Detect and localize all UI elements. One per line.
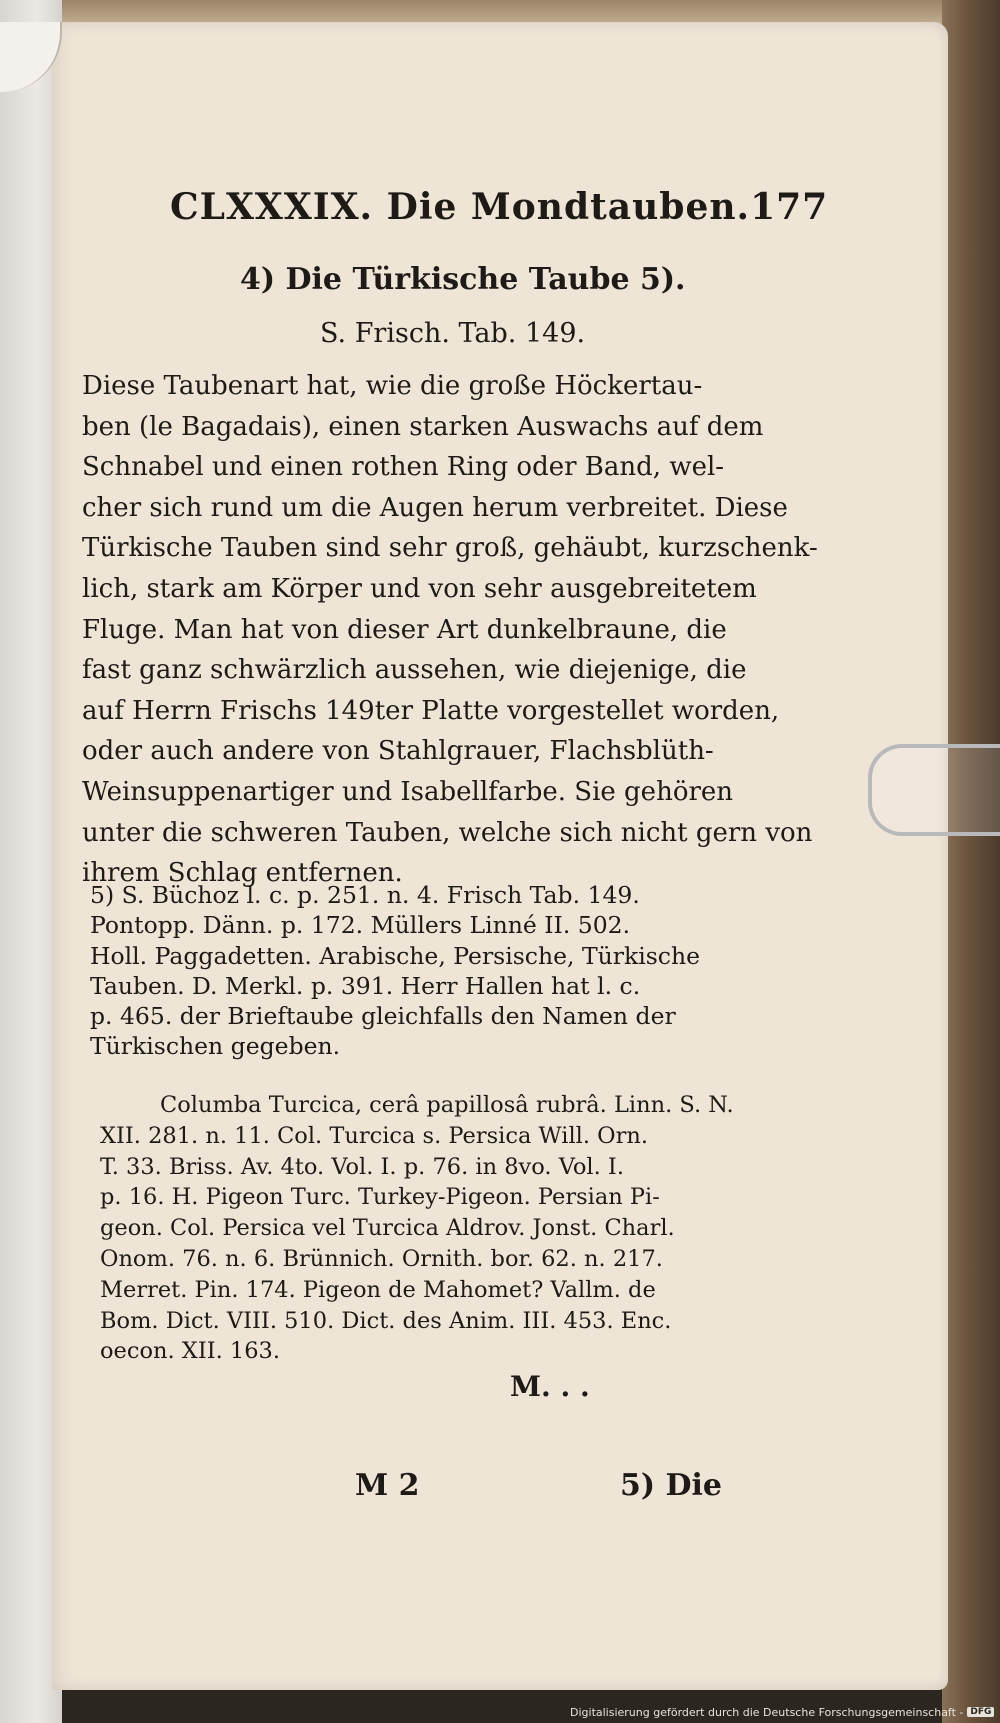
footnote-line: Pontopp. Dänn. p. 172. Müllers Linné II. 502. xyxy=(90,911,631,940)
body-line: fast ganz schwärzlich aussehen, wie diejenige, die xyxy=(82,655,747,686)
page-number: 177 xyxy=(750,186,829,228)
dfg-logo: DFG xyxy=(967,1707,994,1717)
reference-line: oecon. XII. 163. xyxy=(100,1338,280,1365)
book-cover-edge xyxy=(942,0,1000,1723)
signature-mark: M 2 xyxy=(355,1468,420,1503)
reference-line: geon. Col. Persica vel Turcica Aldrov. Jonst. Charl. xyxy=(100,1215,675,1242)
body-line: Weinsuppenartiger und Isabellfarbe. Sie gehören xyxy=(82,776,734,807)
body-line: Türkische Tauben sind sehr groß, gehäubt, kurzschenk- xyxy=(82,533,818,564)
reference-line: Bom. Dict. VIII. 510. Dict. des Anim. III. 453. Enc. xyxy=(100,1307,672,1334)
body-line: ihrem Schlag entfernen. xyxy=(82,858,403,889)
footnote-references xyxy=(90,880,750,1062)
body-line: Fluge. Man hat von dieser Art dunkelbraune, die xyxy=(82,614,727,645)
reference-line: T. 33. Briss. Av. 4to. Vol. I. p. 76. in 8vo. Vol. I. xyxy=(100,1153,624,1180)
footnote-line: 5) S. Büchoz l. c. p. 251. n. 4. Frisch Tab. 149. xyxy=(90,881,640,909)
body-line: ben (le Bagadais), einen starken Auswachs auf dem xyxy=(82,411,764,442)
footnote-line: Tauben. D. Merkl. p. 391. Herr Hallen hat l. c. xyxy=(90,971,641,1000)
body-line: Schnabel und einen rothen Ring oder Band, wel- xyxy=(82,452,725,483)
reference-line: Onom. 76. n. 6. Brünnich. Ornith. bor. 62. n. 217. xyxy=(100,1245,663,1272)
reference-line: XII. 281. n. 11. Col. Turcica s. Persica Will. Orn. xyxy=(100,1122,648,1149)
body-line: cher sich rund um die Augen herum verbreitet. Diese xyxy=(82,492,788,523)
latin-references xyxy=(100,1090,750,1367)
footnote-line: Holl. Paggadetten. Arabische, Persische, Türkische xyxy=(90,941,701,970)
continuation-mark: M. . . xyxy=(510,1370,590,1403)
body-line: lich, stark am Körper und von sehr ausgebreitetem xyxy=(82,573,757,604)
footnote-line: p. 465. der Brieftaube gleichfalls den Namen der xyxy=(90,1002,676,1031)
catchword: 5) Die xyxy=(620,1468,723,1503)
section-reference: S. Frisch. Tab. 149. xyxy=(320,318,586,349)
digitization-credit xyxy=(570,1704,994,1720)
page-clip xyxy=(868,744,1000,836)
body-line: unter die schweren Tauben, welche sich nicht gern von xyxy=(82,817,813,848)
footnote-line: Türkischen gegeben. xyxy=(90,1032,341,1061)
credit-text: Digitalisierung gefördert durch die Deutsche Forschungsgemeinschaft - xyxy=(570,1705,964,1719)
section-heading: 4) Die Türkische Taube 5). xyxy=(240,262,686,297)
body-line: Diese Taubenart hat, wie die große Höckertau- xyxy=(82,371,703,401)
reference-line: Merret. Pin. 174. Pigeon de Mahomet? Vallm. de xyxy=(100,1276,656,1303)
body-paragraph xyxy=(82,366,818,894)
body-line: oder auch andere von Stahlgrauer, Flachsblüth- xyxy=(82,736,714,767)
chapter-title: CLXXXIX. Die Mondtauben. xyxy=(170,186,751,228)
reference-line: Columba Turcica, cerâ papillosâ rubrâ. Linn. S. N. xyxy=(160,1092,734,1118)
reference-line: p. 16. H. Pigeon Turc. Turkey-Pigeon. Persian Pi- xyxy=(100,1184,660,1211)
body-line: auf Herrn Frischs 149ter Platte vorgestellet worden, xyxy=(82,695,780,726)
running-header xyxy=(170,186,829,234)
